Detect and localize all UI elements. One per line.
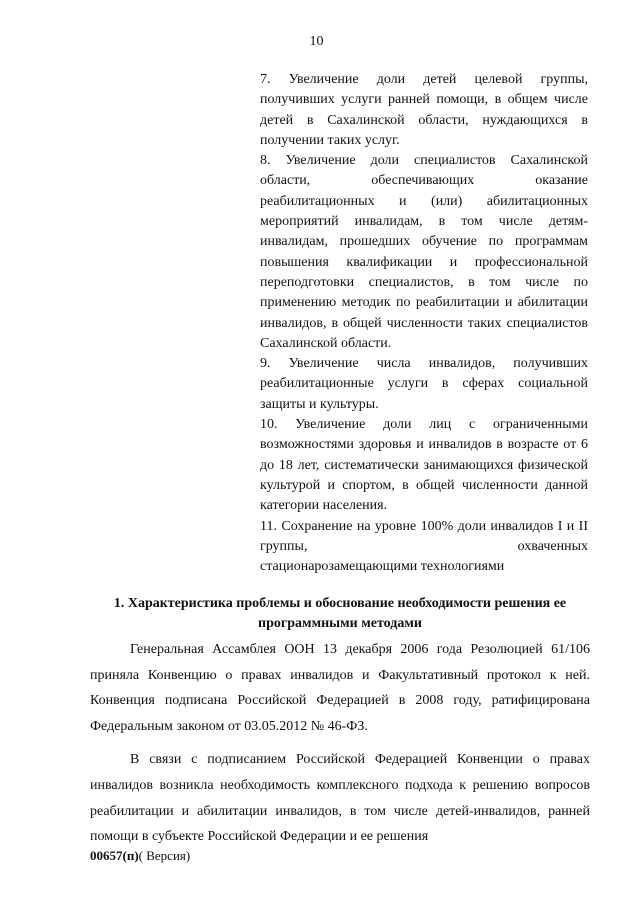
list-item: 10. Увеличение доли лиц с ограниченными возможностями здоровья и инвалидов в возрасте от 6 до 18 лет, систематически занимающихся физической культурой и спортом, в общей численности данной категории населения.	[260, 417, 588, 514]
section-heading: 1. Характеристика проблемы и обоснование необходимости решения ее программными методами	[113, 596, 567, 631]
paragraph: В связи с подписанием Российской Федерацией Конвенции о правах инвалидов возникла необходимость комплексного подхода к решению вопросов реабилитации и абилитации инвалидов, в том числе детей-инвалидов, ранней помощи в субъекте Российской Федерации и ее решения	[90, 752, 590, 845]
list-item: 7. Увеличение доли детей целевой группы, получивших услуги ранней помощи, в общем числе детей в Сахалинской области, нуждающихся в получении таких услуг.	[260, 72, 588, 148]
section-body	[90, 637, 590, 850]
list-item	[260, 517, 588, 578]
document-code: 00657(п)	[90, 848, 139, 863]
document-footer	[90, 848, 190, 864]
list-item: 9. Увеличение числа инвалидов, получивших реабилитационные услуги в сферах социальной защиты и культуры.	[260, 356, 588, 412]
list-item: 8. Увеличение доли специалистов Сахалинской области, обеспечивающих оказание реабилитационных и (или) абилитационных мероприятий инвалидам, в том числе детям-инвалидам, прошедших обучение по программам повышения квалификации и профессиональной переподготовки специалистов, в том числе по применению методик по реабилитации и абилитации инвалидов, в общей численности таких специалистов Сахалинской области.	[260, 153, 588, 351]
paragraph: Генеральная Ассамблея ООН 13 декабря 2006 года Резолюцией 61/106 приняла Конвенцию о правах инвалидов и Факультативный протокол к ней. Конвенция подписана Российской Федерацией в 2008 году, ратифицирована Федеральным законом от 03.05.2012 № 46-ФЗ.	[90, 642, 590, 734]
list-item-line: 11. Сохранение на уровне 100% доли инвалидов I и II группы, охваченных	[260, 518, 588, 554]
document-version: ( Версия)	[138, 848, 191, 863]
list-item-line: стационарозамещающими технологиями	[260, 559, 505, 575]
target-indicators-list	[260, 70, 588, 577]
page-number: 10	[309, 34, 324, 49]
